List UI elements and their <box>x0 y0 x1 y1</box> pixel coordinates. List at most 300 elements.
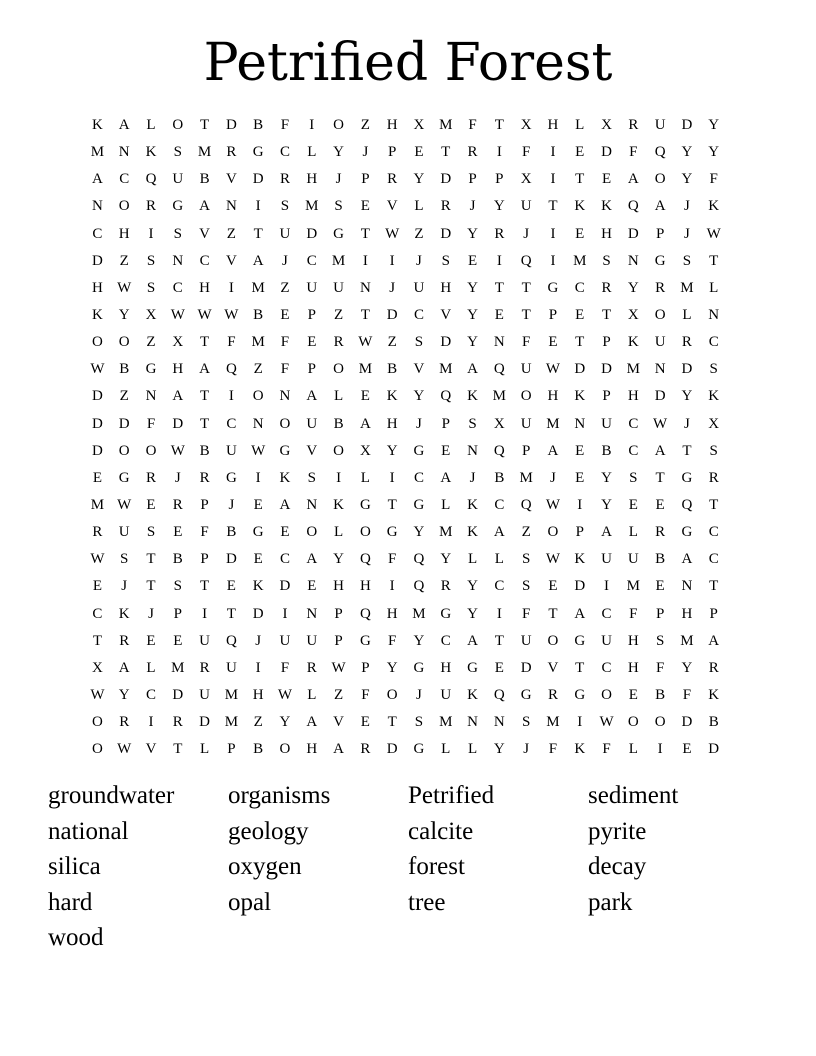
grid-letter: H <box>359 578 371 595</box>
grid-letter: L <box>307 687 317 704</box>
grid-letter: N <box>467 442 478 459</box>
grid-letter: P <box>200 551 209 568</box>
grid-letter: E <box>173 632 183 649</box>
word-list-item: Petrified <box>408 782 495 809</box>
grid-letter: X <box>520 171 532 188</box>
grid-letter: I <box>148 714 154 731</box>
grid-letter: F <box>468 117 477 134</box>
grid-letter: W <box>90 687 105 704</box>
grid-letter: D <box>601 361 612 378</box>
grid-letter: E <box>360 388 370 405</box>
grid-letter: L <box>360 469 370 486</box>
grid-letter: D <box>574 578 586 595</box>
grid-letter: M <box>331 252 346 269</box>
grid-letter: G <box>145 361 157 378</box>
grid-letter: A <box>708 632 720 649</box>
grid-letter: F <box>682 687 692 704</box>
grid-letter: T <box>200 117 210 134</box>
grid-letter: E <box>575 307 585 324</box>
grid-letter: M <box>439 714 453 731</box>
grid-letter: J <box>389 279 396 296</box>
grid-letter: U <box>306 279 318 296</box>
grid-letter: C <box>708 524 719 541</box>
grid-letter: G <box>574 632 586 649</box>
grid-letter: J <box>416 252 422 269</box>
grid-letter: E <box>575 469 585 486</box>
grid-letter: S <box>441 252 450 269</box>
word-list-item: opal <box>228 888 272 916</box>
grid-letter: E <box>575 442 585 459</box>
grid-letter: Z <box>280 279 290 296</box>
grid-letter: P <box>173 605 182 622</box>
grid-letter: V <box>413 361 425 378</box>
grid-letter: D <box>708 741 720 758</box>
grid-letter: Z <box>387 334 397 351</box>
grid-letter: U <box>440 687 452 704</box>
grid-letter: O <box>627 714 639 731</box>
grid-letter: H <box>306 171 318 188</box>
grid-letter: E <box>601 171 612 188</box>
grid-letter: K <box>574 198 586 215</box>
grid-letter: C <box>199 252 210 269</box>
grid-letter: S <box>629 469 638 486</box>
grid-letter: K <box>708 687 720 704</box>
grid-letter: U <box>654 117 666 134</box>
grid-letter: B <box>655 551 666 568</box>
grid-letter: W <box>197 307 212 324</box>
grid-letter: O <box>547 632 559 649</box>
grid-letter: S <box>709 442 718 459</box>
grid-letter: O <box>91 334 103 351</box>
grid-letter: E <box>494 307 504 324</box>
grid-letter: Y <box>279 714 291 731</box>
grid-letter: I <box>604 578 610 595</box>
grid-letter: M <box>358 361 373 378</box>
grid-letter: U <box>654 334 666 351</box>
grid-letter: Z <box>253 714 263 731</box>
grid-letter: C <box>601 605 612 622</box>
grid-letter: K <box>708 388 720 405</box>
grid-letter: T <box>360 225 370 242</box>
grid-letter: L <box>628 524 638 541</box>
word-list-item: park <box>588 888 633 916</box>
grid-letter: T <box>253 225 263 242</box>
grid-letter: J <box>416 415 422 432</box>
grid-letter: D <box>279 578 291 595</box>
grid-letter: F <box>521 144 531 161</box>
grid-letter: N <box>493 714 505 731</box>
grid-letter: T <box>548 198 558 215</box>
grid-letter: M <box>546 415 560 432</box>
grid-letter: H <box>627 659 639 676</box>
grid-letter: X <box>601 117 612 134</box>
grid-letter: Y <box>413 388 425 405</box>
grid-letter: C <box>226 415 237 432</box>
grid-letter: X <box>145 307 157 324</box>
grid-letter: Q <box>654 144 666 161</box>
grid-letter: M <box>90 497 105 514</box>
grid-letter: C <box>708 334 719 351</box>
grid-letter: E <box>307 334 317 351</box>
grid-letter: F <box>387 551 397 568</box>
grid-letter: F <box>361 687 370 704</box>
grid-letter: V <box>440 307 452 324</box>
grid-letter: V <box>547 659 559 676</box>
grid-letter: O <box>118 334 130 351</box>
grid-letter: R <box>681 334 692 351</box>
grid-letter: Y <box>681 144 693 161</box>
grid-letter: V <box>225 252 237 269</box>
grid-letter: P <box>334 632 343 649</box>
grid-letter: R <box>708 659 719 676</box>
grid-letter: Y <box>413 632 425 649</box>
grid-letter: I <box>202 605 208 622</box>
grid-letter: U <box>520 198 532 215</box>
grid-letter: F <box>521 334 531 351</box>
grid-letter: C <box>172 279 183 296</box>
grid-letter: R <box>494 225 505 242</box>
grid-letter: V <box>225 171 237 188</box>
grid-letter: A <box>467 632 478 649</box>
grid-letter: O <box>145 442 157 459</box>
grid-letter: Q <box>681 497 693 514</box>
grid-letter: P <box>709 605 718 622</box>
grid-letter: A <box>601 524 612 541</box>
grid-letter: P <box>602 334 611 351</box>
grid-letter: T <box>575 659 585 676</box>
grid-letter: G <box>252 144 264 161</box>
grid-letter: U <box>199 632 210 649</box>
grid-letter: D <box>681 117 693 134</box>
grid-letter: R <box>199 659 210 676</box>
grid-letter: S <box>173 578 182 595</box>
grid-letter: S <box>120 551 129 568</box>
grid-letter: S <box>334 198 343 215</box>
grid-letter: T <box>682 442 692 459</box>
grid-letter: Y <box>386 442 398 459</box>
grid-letter: S <box>521 551 531 568</box>
grid-letter: W <box>706 225 721 242</box>
grid-letter: C <box>413 469 424 486</box>
grid-letter: F <box>709 171 718 188</box>
word-list-item: national <box>48 817 129 845</box>
grid-letter: U <box>601 415 612 432</box>
grid-letter: Q <box>359 551 371 568</box>
grid-letter: G <box>467 659 478 676</box>
grid-letter: Y <box>118 687 130 704</box>
grid-letter: R <box>547 687 558 704</box>
grid-letter: X <box>91 659 103 676</box>
grid-letter: P <box>468 171 477 188</box>
grid-letter: G <box>547 279 559 296</box>
grid-letter: B <box>253 307 264 324</box>
puzzle-title: Petrified Forest <box>203 33 613 93</box>
grid-letter: Z <box>360 117 370 134</box>
grid-letter: E <box>307 578 317 595</box>
grid-letter: A <box>574 605 586 622</box>
grid-letter: P <box>655 225 665 242</box>
grid-letter: Q <box>413 551 425 568</box>
word-list-item: tree <box>408 888 446 916</box>
grid-letter: B <box>253 117 264 134</box>
grid-letter: G <box>440 605 452 622</box>
grid-letter: O <box>252 388 264 405</box>
grid-letter: G <box>681 524 693 541</box>
grid-letter: Y <box>708 117 720 134</box>
grid-letter: R <box>119 714 130 731</box>
grid-letter: M <box>519 469 533 486</box>
grid-letter: E <box>548 334 558 351</box>
grid-letter: O <box>654 171 666 188</box>
grid-letter: N <box>708 307 720 324</box>
grid-letter: M <box>573 252 587 269</box>
grid-letter: E <box>360 198 370 215</box>
grid-letter: E <box>146 632 156 649</box>
grid-letter: P <box>334 605 343 622</box>
grid-letter: T <box>575 334 585 351</box>
grid-letter: P <box>227 741 236 758</box>
grid-letter: L <box>441 497 451 514</box>
grid-letter: E <box>92 469 102 486</box>
grid-letter: S <box>146 252 156 269</box>
grid-letter: E <box>280 307 290 324</box>
grid-letter: X <box>493 415 505 432</box>
grid-letter: Q <box>627 198 639 215</box>
grid-letter: G <box>654 252 666 269</box>
grid-letter: S <box>307 469 316 486</box>
grid-letter: M <box>197 144 212 161</box>
grid-letter: L <box>414 198 424 215</box>
grid-letter: I <box>255 469 261 486</box>
grid-letter: W <box>224 307 239 324</box>
grid-letter: U <box>199 687 210 704</box>
grid-letter: I <box>255 198 261 215</box>
grid-letter: A <box>681 551 693 568</box>
grid-letter: C <box>601 659 612 676</box>
word-list-item: wood <box>48 924 104 951</box>
grid-letter: Q <box>359 605 371 622</box>
grid-letter: J <box>523 225 530 242</box>
grid-letter: G <box>681 469 693 486</box>
grid-letter: D <box>172 415 184 432</box>
grid-letter: E <box>226 578 236 595</box>
grid-letter: I <box>550 225 556 242</box>
grid-letter: D <box>172 687 184 704</box>
grid-letter: A <box>199 198 210 215</box>
grid-letter: S <box>521 578 531 595</box>
grid-letter: R <box>226 144 237 161</box>
grid-letter: U <box>520 632 532 649</box>
grid-letter: A <box>333 741 344 758</box>
grid-letter: O <box>333 361 344 378</box>
grid-letter: A <box>440 469 452 486</box>
grid-letter: G <box>118 469 130 486</box>
grid-letter: Y <box>386 659 398 676</box>
grid-letter: K <box>467 497 478 514</box>
grid-letter: D <box>252 605 264 622</box>
grid-letter: J <box>469 198 476 215</box>
grid-letter: E <box>575 225 585 242</box>
grid-letter: G <box>359 632 371 649</box>
grid-letter: V <box>333 714 344 731</box>
grid-letter: T <box>92 632 102 649</box>
grid-letter: U <box>601 632 612 649</box>
grid-letter: D <box>225 551 237 568</box>
grid-letter: B <box>387 361 398 378</box>
grid-letter: R <box>306 659 317 676</box>
grid-letter: M <box>439 361 453 378</box>
grid-letter: R <box>145 198 156 215</box>
grid-letter: P <box>441 415 450 432</box>
grid-letter: P <box>307 361 316 378</box>
grid-letter: Y <box>467 225 478 242</box>
grid-letter: W <box>331 659 346 676</box>
grid-letter: T <box>709 578 719 595</box>
grid-letter: W <box>545 361 561 378</box>
grid-letter: F <box>280 117 290 134</box>
grid-letter: Q <box>225 632 237 649</box>
grid-letter: N <box>145 388 157 405</box>
grid-letter: I <box>255 659 261 676</box>
grid-letter: T <box>655 469 665 486</box>
grid-letter: H <box>386 415 398 432</box>
grid-letter: K <box>708 198 720 215</box>
grid-letter: O <box>306 524 318 541</box>
grid-letter: I <box>389 578 395 595</box>
grid-letter: Y <box>681 659 693 676</box>
grid-letter: M <box>251 334 265 351</box>
grid-letter: G <box>413 741 425 758</box>
grid-letter: A <box>306 388 318 405</box>
grid-letter: J <box>148 605 154 622</box>
grid-letter: O <box>547 524 559 541</box>
grid-letter: U <box>520 415 532 432</box>
grid-letter: W <box>117 741 132 758</box>
grid-letter: D <box>681 714 693 731</box>
grid-letter: J <box>335 171 342 188</box>
grid-letter: A <box>627 171 639 188</box>
grid-letter: E <box>494 659 504 676</box>
grid-letter: K <box>279 469 291 486</box>
grid-letter: S <box>414 334 424 351</box>
grid-letter: Y <box>467 578 478 595</box>
grid-letter: A <box>306 551 318 568</box>
grid-letter: D <box>386 307 398 324</box>
grid-letter: G <box>333 225 344 242</box>
grid-letter: O <box>601 687 612 704</box>
grid-letter: S <box>682 252 692 269</box>
grid-letter: A <box>493 524 505 541</box>
grid-letter: H <box>306 741 318 758</box>
grid-letter: A <box>467 361 478 378</box>
grid-letter: C <box>708 551 719 568</box>
grid-letter: U <box>627 551 639 568</box>
grid-letter: D <box>199 714 210 731</box>
grid-letter: K <box>574 388 586 405</box>
grid-letter: S <box>173 225 182 242</box>
grid-letter: Y <box>333 551 344 568</box>
grid-letter: R <box>387 171 398 188</box>
grid-letter: F <box>387 632 397 649</box>
grid-letter: N <box>627 252 639 269</box>
grid-letter: O <box>359 524 371 541</box>
grid-letter: T <box>441 144 451 161</box>
grid-letter: H <box>681 605 693 622</box>
grid-letter: N <box>91 198 103 215</box>
grid-letter: R <box>145 469 156 486</box>
grid-letter: N <box>225 198 237 215</box>
grid-letter: Q <box>413 578 425 595</box>
grid-letter: P <box>387 144 397 161</box>
grid-letter: T <box>387 714 397 731</box>
grid-letter: O <box>520 388 532 405</box>
grid-letter: E <box>628 497 638 514</box>
grid-letter: R <box>440 578 451 595</box>
grid-letter: T <box>146 578 156 595</box>
word-list-item: sediment <box>588 782 679 809</box>
grid-letter: K <box>601 198 612 215</box>
grid-letter: D <box>386 741 398 758</box>
grid-letter: R <box>119 632 130 649</box>
grid-letter: V <box>199 225 210 242</box>
grid-letter: B <box>199 442 210 459</box>
grid-letter: K <box>91 307 103 324</box>
grid-letter: H <box>386 605 398 622</box>
grid-letter: C <box>628 442 639 459</box>
grid-letter: C <box>494 578 505 595</box>
grid-letter: T <box>521 307 531 324</box>
grid-letter: B <box>199 171 210 188</box>
grid-letter: H <box>627 388 639 405</box>
grid-letter: J <box>523 741 530 758</box>
grid-letter: E <box>655 578 665 595</box>
grid-letter: B <box>708 714 719 731</box>
grid-letter: W <box>251 442 266 459</box>
grid-letter: Y <box>440 551 452 568</box>
grid-letter: G <box>413 497 425 514</box>
grid-letter: Y <box>413 524 425 541</box>
grid-letter: J <box>684 198 690 215</box>
grid-letter: K <box>627 334 639 351</box>
grid-letter: S <box>709 361 718 378</box>
grid-letter: D <box>118 415 130 432</box>
grid-letter: O <box>118 442 130 459</box>
grid-letter: C <box>145 687 156 704</box>
grid-letter: F <box>629 605 638 622</box>
grid-letter: E <box>548 578 558 595</box>
grid-letter: H <box>91 279 103 296</box>
grid-letter: Z <box>333 687 344 704</box>
grid-letter: I <box>657 741 663 758</box>
grid-letter: C <box>413 307 424 324</box>
word-list-item: hard <box>48 888 93 916</box>
grid-letter: L <box>441 741 451 758</box>
grid-letter: M <box>626 361 640 378</box>
grid-letter: D <box>91 442 103 459</box>
grid-letter: I <box>550 252 556 269</box>
grid-letter: I <box>389 469 395 486</box>
word-list-item: geology <box>228 817 309 845</box>
grid-letter: T <box>575 171 585 188</box>
grid-letter: P <box>602 388 611 405</box>
grid-letter: T <box>494 117 504 134</box>
grid-letter: A <box>199 361 210 378</box>
grid-letter: X <box>172 334 184 351</box>
grid-letter: H <box>199 279 210 296</box>
grid-letter: S <box>468 415 477 432</box>
grid-letter: D <box>601 144 612 161</box>
grid-letter: O <box>654 307 666 324</box>
